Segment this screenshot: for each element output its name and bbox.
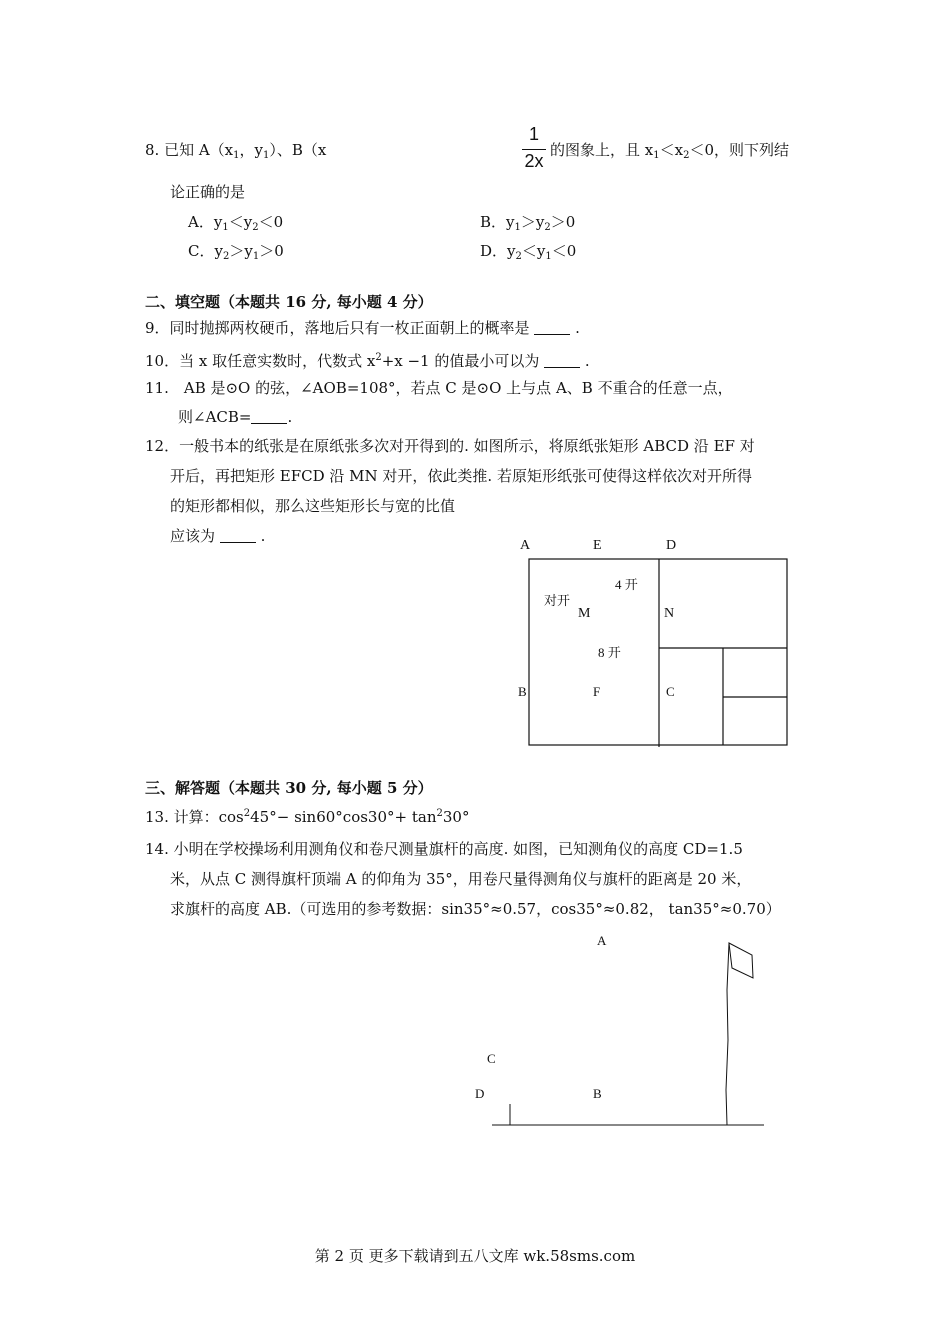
fig12-label-c: C	[666, 684, 675, 699]
q11-line1: 11. AB 是⊙O 的弦，∠AOB=108°，若点 C 是⊙O 上与点 A、B 不重合的任意一点，	[145, 379, 733, 397]
q9: 9．同时抛掷两枚硬币，落地后只有一枚正面朝上的概率是 .	[145, 319, 580, 337]
q12-line4: 应该为 .	[170, 527, 266, 545]
q14-line1: 14. 小明在学校操场利用测角仪和卷尺测量旗杆的高度. 如图，已知测角仪的高度 CD=1.5	[145, 840, 743, 858]
fig14-label-d: D	[475, 1086, 485, 1101]
section2-title: 二、填空题（本题共 16 分, 每小题 4 分）	[145, 293, 433, 311]
q14-line2: 米，从点 C 测得旗杆顶端 A 的仰角为 35°，用卷尺量得测角仪与旗杆的距离是 20 米，	[170, 870, 752, 888]
q14-line3: 求旗杆的高度 AB.（可选用的参考数据：sin35°≈0.57，cos35°≈0.82， tan35°≈0.70）	[170, 900, 781, 918]
q12-line1: 12．一般书本的纸张是在原纸张多次对开得到的. 如图所示，将原纸张矩形 ABCD 沿 EF 对	[145, 437, 755, 455]
section3-title: 三、解答题（本题共 30 分, 每小题 5 分）	[145, 779, 433, 797]
rect-abcd	[529, 559, 787, 745]
q9-answer-blank[interactable]	[534, 320, 570, 335]
page-footer: 第 2 页 更多下载请到五八文库 wk.58sms.com	[314, 1247, 636, 1265]
q8-option-b: B．$y_1>y_2>0$	[480, 213, 576, 233]
fig14-label-c: C	[487, 1051, 496, 1066]
fig12-label-d: D	[666, 538, 677, 553]
q10: 10．当 x 取任意实数时，代数式 $x^2+x -1$ 的值最小可以为 .	[145, 352, 590, 370]
q11-line2: 则∠ACB= .	[178, 408, 293, 426]
q8-fraction-numerator: 1	[528, 124, 539, 144]
q8-fraction-bar	[522, 149, 546, 150]
fig12-label-n: N	[664, 606, 675, 621]
fig12-label-a: A	[520, 538, 531, 553]
q8-option-a: A．$y_1<y_2<0$	[188, 213, 284, 233]
fig12-label-f: F	[593, 684, 601, 699]
fig12-label-8kai: 8 开	[598, 645, 621, 660]
q8-line1-tail: 的图象上，且 $x_1<x_2<0$，则下列结	[550, 141, 789, 161]
q12-line2: 开后，再把矩形 EFCD 沿 MN 对开，依此类推. 若原矩形纸张可使得这样依次对开所得	[170, 467, 752, 485]
flag	[729, 943, 753, 978]
fig12-label-4kai: 4 开	[615, 577, 638, 592]
fig12-label-b: B	[518, 684, 527, 699]
fig12-label-duikai: 对开	[544, 593, 571, 608]
q8-fraction-denominator: 2x	[524, 151, 544, 171]
q8-line1: 8. 已知 $A(x_1$，$y_1$）、B（x	[145, 141, 327, 161]
flagpole	[726, 943, 729, 1125]
fig14-label-b: B	[593, 1086, 602, 1101]
q12-line3: 的矩形都相似，那么这些矩形长与宽的比值	[170, 497, 456, 515]
q8-option-d: D．$y_2<y_1<0$	[480, 242, 577, 262]
fig14-label-a: A	[597, 933, 607, 948]
q12-answer-blank[interactable]	[220, 528, 256, 543]
q10-answer-blank[interactable]	[544, 353, 580, 368]
fig12-label-e: E	[593, 538, 602, 553]
q8-option-c: C．$y_2>y_1>0$	[188, 242, 284, 262]
q13: 13. 计算：$\cos^245^\circ- \sin 60^\circ\cos 30^\circ+ \tan^230^\circ$	[145, 808, 470, 826]
fig12-label-m: M	[578, 606, 591, 621]
q11-answer-blank[interactable]	[251, 409, 287, 424]
q8-line2: 论正确的是	[170, 183, 246, 201]
